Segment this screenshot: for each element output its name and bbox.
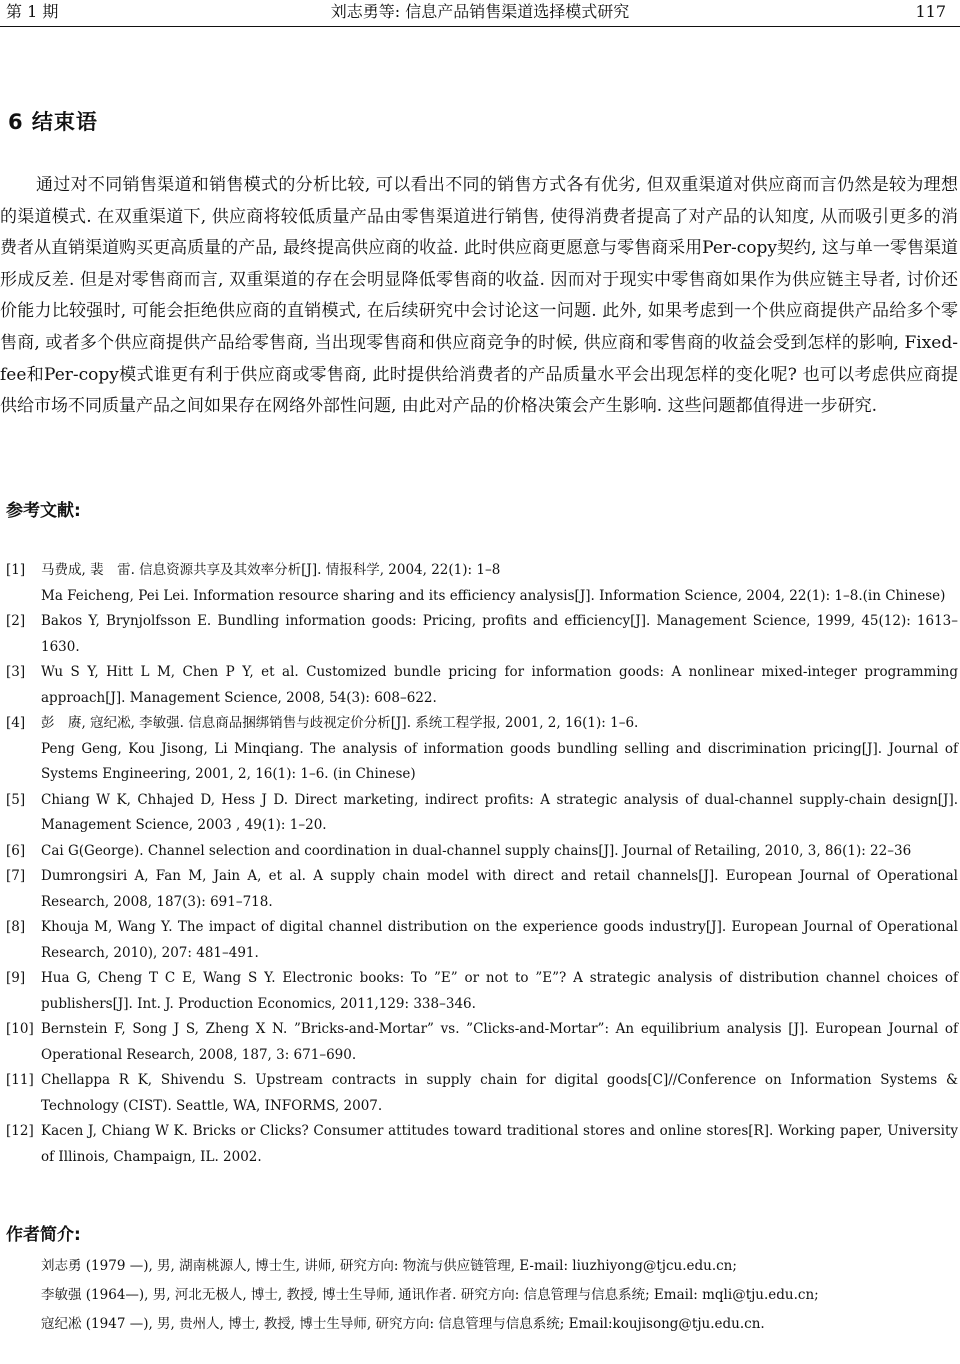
- running-header: [0, 0, 960, 26]
- reference-text: Ma Feicheng, Pei Lei. Information resource sharing and its efficiency analysis[J]. Information Science, 2004, 22(1): 1–8.(in Chinese): [41, 587, 946, 604]
- reference-text: 马费成, 裴 雷. 信息资源共享及其效率分析[J]. 情报科学, 2004, 22(1): 1–8: [41, 562, 501, 578]
- reference-text: Dumrongsiri A, Fan M, Jain A, et al. A supply chain model with direct and retail channels[J]. European Journal of Operational Research, 2008, 187(3): 691–718.: [41, 868, 958, 910]
- reference-number: [2]: [6, 613, 26, 629]
- author-bio: 刘志勇 (1979 —), 男, 湖南桃源人, 博士生, 讲师, 研究方向: 物流与供应链管理, E-mail: liuzhiyong@tjcu.edu.cn;: [41, 1258, 737, 1274]
- running-title: 刘志勇等: 信息产品销售渠道选择模式研究: [330, 2, 630, 21]
- reference-number: [4]: [6, 715, 26, 731]
- reference-text: Cai G(George). Channel selection and coordination in dual-channel supply chains[J]. Journal of Retailing, 2010, 3, 86(1): 22–36: [41, 842, 912, 859]
- reference-number: [9]: [6, 970, 26, 986]
- reference-item: [0, 839, 960, 865]
- reference-text: Wu S Y, Hitt L M, Chen P Y, et al. Customized bundle pricing for information goods: A nonlinear mixed-integer programming approach[J]. Management Science, 2008, 54(3): 608–622.: [41, 664, 958, 706]
- reference-text: Chellappa R K, Shivendu S. Upstream contracts in supply chain for digital goods[C]//Conference on Information Systems & Technology (CIST). Seattle, WA, INFORMS, 2007.: [41, 1072, 958, 1114]
- conclusion-paragraph: 通过对不同销售渠道和销售模式的分析比较, 可以看出不同的销售方式各有优劣, 但双重渠道对供应商而言仍然是较为理想的渠道模式. 在双重渠道下, 供应商将较低质量产品由零售渠道进行销售, 使得消费者提高了对产品的认知度, 从而吸引更多的消费者从直销渠道购买更高质量的产品, 最终提高供应商的收益. 此时供应商更愿意与零售商采用Per-copy契约, 这与单一零售渠道形成反差. 但是对零售商而言, 双重渠道的存在会明显降低零售商的收益. 因而对于现实中零售商如果作为供应链主导者, 讨价还价能力比较强时, 可能会拒绝供应商的直销模式, 在后续研究中会讨论这一问题. 此外, 如果考虑到一个供应商提供产品给多个零售商, 或者多个供应商提供产品给零售商, 当出现零售商和供应商竞争的时候, 供应商和零售商的收益会受到怎样的影响, Fixed-fee和Per-copy模式谁更有利于供应商或零售商, 此时提供给消费者的产品质量水平会出现怎样的变化呢? 也可以考虑供应商提供给市场不同质量产品之间如果存在网络外部性问题, 由此对产品的价格决策会产生影响. 这些问题都值得进一步研究.: [0, 175, 958, 417]
- reference-item: [0, 1068, 960, 1119]
- reference-number: [1]: [6, 562, 26, 578]
- reference-number: [5]: [6, 791, 26, 808]
- reference-number: [10]: [6, 1021, 34, 1037]
- author-bios: [0, 1252, 958, 1339]
- issue-number: 第 1 期: [6, 2, 59, 21]
- author-bio: 李敏强 (1964—), 男, 河北无极人, 博士, 教授, 博士生导师, 通讯作者. 研究方向: 信息管理与信息系统; Email: mqli@tju.edu.cn;: [41, 1287, 819, 1303]
- reference-item: [0, 788, 960, 839]
- reference-item: [0, 1017, 960, 1068]
- reference-text: Bernstein F, Song J S, Zheng X N. ”Bricks-and-Mortar” vs. ”Clicks-and-Mortar”: An equilibrium analysis [J]. European Journal of Operational Research, 2008, 187, 3: 671–690.: [41, 1021, 958, 1063]
- reference-number: [7]: [6, 868, 26, 884]
- reference-text: Chiang W K, Chhajed D, Hess J D. Direct marketing, indirect profits: A strategic analysis of dual-channel supply-chain design[J]. Management Science, 2003 , 49(1): 1–20.: [41, 791, 958, 833]
- reference-number: [8]: [6, 919, 26, 935]
- reference-text: 彭 赓, 寇纪凇, 李敏强. 信息商品捆绑销售与歧视定价分析[J]. 系统工程学报, 2001, 2, 16(1): 1–6.: [41, 715, 639, 731]
- reference-text: Kacen J, Chiang W K. Bricks or Clicks? Consumer attitudes toward traditional stores and online stores[R]. Working paper, University of Illinois, Champaign, IL. 2002.: [41, 1123, 958, 1165]
- reference-item: [0, 558, 960, 609]
- reference-item: [0, 609, 960, 660]
- reference-text: Khouja M, Wang Y. The impact of digital channel distribution on the experience goods industry[J]. European Journal of Operational Research, 2010), 207: 481–491.: [41, 919, 958, 961]
- reference-text: Peng Geng, Kou Jisong, Li Minqiang. The analysis of information goods bundling selling and discrimination pricing[J]. Journal of Systems Engineering, 2001, 2, 16(1): 1–6. (in Chinese): [41, 740, 958, 782]
- reference-number: [3]: [6, 664, 26, 680]
- references-title: 参考文献:: [6, 501, 81, 521]
- reference-number: [6]: [6, 842, 26, 859]
- reference-item: [0, 915, 960, 966]
- reference-item: [0, 711, 960, 788]
- reference-item: [0, 864, 960, 915]
- reference-item: [0, 966, 960, 1017]
- reference-item: [0, 1119, 960, 1170]
- reference-number: [12]: [6, 1123, 34, 1139]
- reference-text: Bakos Y, Brynjolfsson E. Bundling information goods: Pricing, profits and efficiency[J]. Management Science, 1999, 45(12): 1613–1630.: [41, 613, 958, 655]
- page-number: 117: [915, 2, 946, 21]
- reference-number: [11]: [6, 1072, 34, 1088]
- section-title: 6 结束语: [8, 110, 98, 134]
- author-bio: 寇纪凇 (1947 —), 男, 贵州人, 博士, 教授, 博士生导师, 研究方向: 信息管理与信息系统; Email:koujisong@tju.edu.cn.: [41, 1316, 765, 1332]
- reference-text: Hua G, Cheng T C E, Wang S Y. Electronic books: To ”E” or not to ”E”? A strategic analysis of distribution channel choices of publishers[J]. Int. J. Production Economics, 2011,129: 338–346.: [41, 970, 958, 1012]
- header-rule: [0, 26, 960, 27]
- author-bio-title: 作者简介:: [6, 1225, 81, 1245]
- reference-item: [0, 660, 960, 711]
- reference-list: [0, 558, 960, 1170]
